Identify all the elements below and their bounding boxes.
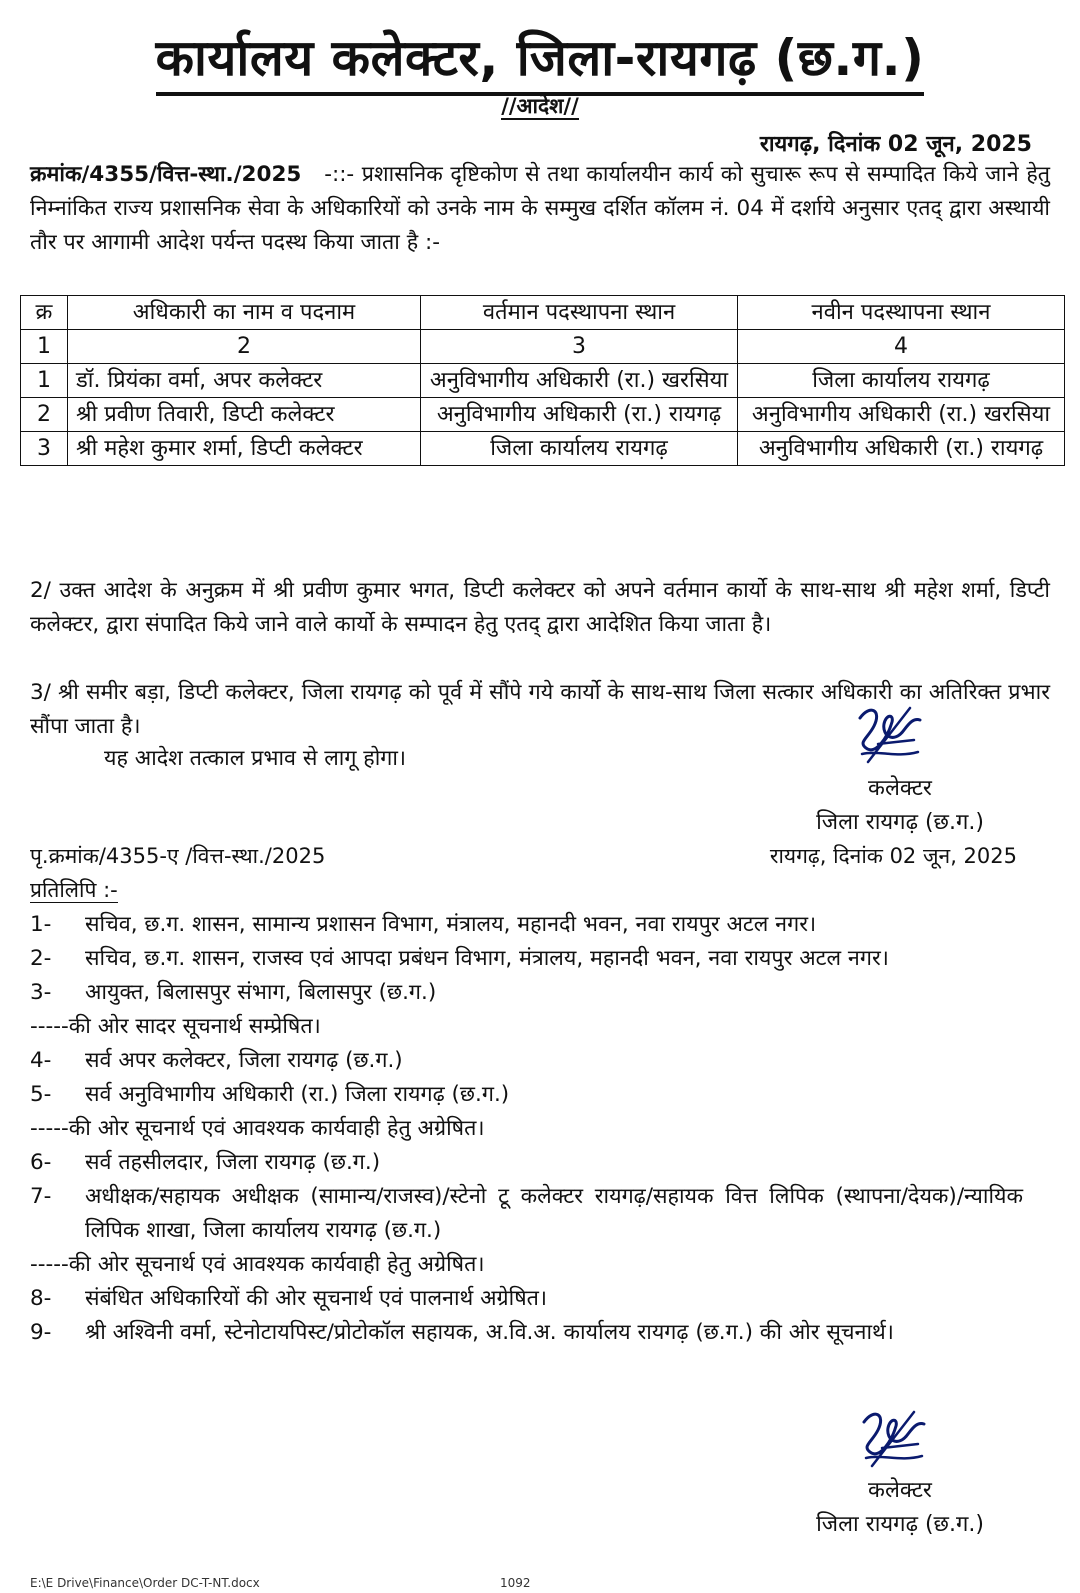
signature-icon: [848, 700, 928, 774]
current-posting: अनुविभागीय अधिकारी (रा.) रायगढ़: [421, 398, 738, 432]
list-item: 4- सर्व अपर कलेक्टर, जिला रायगढ़ (छ.ग.): [30, 1048, 403, 1073]
list-item: 7- अधीक्षक/सहायक अधीक्षक (सामान्य/राजस्व)/स्टेनो टू कलेक्टर रायगढ़/सहायक वित्त लिपिक (स्थापना/देयक)/न्यायिक लिपिक शाखा, जिला कार्यालय रायगढ़ (छ.ग.): [30, 1184, 1023, 1243]
intro-text: -::- प्रशासनिक दृष्टिकोण से तथा कार्यालयीन कार्य को सुचारू रूप से सम्पादित किये जाने हेतु निम्नांकित राज्य प्रशासनिक सेवा के अधिकारियों को उनके नाम के सम्मुख दर्शित कॉलम नं. 04 में दर्शाये अनुसार एतद् द्वारा अस्थायी तौर पर आगामी आदेश पर्यन्त पदस्थ किया जाता है :-: [30, 162, 1050, 255]
paragraph-2: 2/ उक्त आदेश के अनुक्रम में श्री प्रवीण कुमार भगत, डिप्टी कलेक्टर को अपने वर्तमान कार्यो के साथ-साथ श्री महेश शर्मा, डिप्टी कलेक्टर, द्वारा संपादित किये जाने वाले कार्यो के सम्पादन हेतु एतद् द्वारा आदेशित किया जाता है।: [30, 578, 1050, 637]
column-number: 1: [21, 330, 68, 364]
effect-line: यह आदेश तत्काल प्रभाव से लागू होगा।: [104, 746, 407, 771]
file-path: E:\E Drive\Finance\Order DC-T-NT.docx: [30, 1576, 260, 1590]
column-number: 3: [421, 330, 738, 364]
officer-name: श्री महेश कुमार शर्मा, डिप्टी कलेक्टर: [68, 432, 421, 466]
list-item: 3- आयुक्त, बिलासपुर संभाग, बिलासपुर (छ.ग.): [30, 980, 437, 1005]
endorsement-date: रायगढ़, दिनांक 02 जून, 2025: [769, 844, 1017, 868]
signatory-designation: कलेक्टर: [868, 776, 932, 801]
table-row: [21, 432, 1065, 466]
order-heading: //आदेश//: [501, 94, 579, 118]
column-number: 2: [68, 330, 421, 364]
signatory-designation: कलेक्टर: [868, 1478, 932, 1503]
column-number-row: [21, 330, 1065, 364]
posting-table: [20, 295, 1065, 466]
column-header: अधिकारी का नाम व पदनाम: [68, 296, 421, 330]
row-number: 3: [21, 432, 68, 466]
signature-icon: [852, 1402, 932, 1478]
officer-name: श्री प्रवीण तिवारी, डिप्टी कलेक्टर: [68, 398, 421, 432]
table-row: [21, 398, 1065, 432]
column-header: नवीन पदस्थापना स्थान: [738, 296, 1065, 330]
office-title: कार्यालय कलेक्टर, जिला-रायगढ़ (छ.ग.): [0, 22, 1080, 96]
new-posting: अनुविभागीय अधिकारी (रा.) खरसिया: [738, 398, 1065, 432]
signatory-block-2: [770, 1474, 1030, 1542]
signatory-district: जिला रायगढ़ (छ.ग.): [816, 1512, 984, 1537]
endorsement-number: पृ.क्रमांक/4355-ए /वित्त-स्था./2025: [30, 844, 326, 868]
row-number: 1: [21, 364, 68, 398]
table-header-row: [21, 296, 1065, 330]
paragraph-3: 3/ श्री समीर बड़ा, डिप्टी कलेक्टर, जिला रायगढ़ को पूर्व में सौंपे गये कार्यो के साथ-साथ जिला सत्कार अधिकारी का अतिरिक्त प्रभार सौंपा जाता है।: [30, 680, 1050, 739]
list-item: -----की ओर सादर सूचनार्थ सम्प्रेषित।: [30, 1014, 321, 1039]
current-posting: अनुविभागीय अधिकारी (रा.) खरसिया: [421, 364, 738, 398]
officer-name: डॉ. प्रियंका वर्मा, अपर कलेक्टर: [68, 364, 421, 398]
list-item: 2- सचिव, छ.ग. शासन, राजस्व एवं आपदा प्रबंधन विभाग, मंत्रालय, महानदी भवन, नवा रायपुर अटल नगर।: [30, 946, 889, 971]
signatory-district: जिला रायगढ़ (छ.ग.): [816, 810, 984, 835]
order-number: क्रमांक/4355/वित्त-स्था./2025: [30, 162, 302, 187]
list-item: 8- संबंधित अधिकारियों की ओर सूचनार्थ एवं पालनार्थ अग्रेषित।: [30, 1286, 548, 1311]
list-item: 9- श्री अश्विनी वर्मा, स्टेनोटायपिस्ट/प्रोटोकॉल सहायक, अ.वि.अ. कार्यालय रायगढ़ (छ.ग.) की ओर सूचनार्थ।: [30, 1320, 894, 1345]
list-item: 6- सर्व तहसीलदार, जिला रायगढ़ (छ.ग.): [30, 1150, 381, 1175]
copy-list: [30, 908, 1023, 1350]
list-item: -----की ओर सूचनार्थ एवं आवश्यक कार्यवाही हेतु अग्रेषित।: [30, 1252, 485, 1277]
intro-paragraph: [30, 158, 1050, 260]
list-item: 5- सर्व अनुविभागीय अधिकारी (रा.) जिला रायगढ़ (छ.ग.): [30, 1082, 510, 1107]
copy-heading: प्रतिलिपि :-: [30, 878, 118, 902]
signatory-block-1: [770, 772, 1030, 840]
current-posting: जिला कार्यालय रायगढ़: [421, 432, 738, 466]
table-row: [21, 364, 1065, 398]
column-header: वर्तमान पदस्थापना स्थान: [421, 296, 738, 330]
row-number: 2: [21, 398, 68, 432]
list-item: 1- सचिव, छ.ग. शासन, सामान्य प्रशासन विभाग, मंत्रालय, महानदी भवन, नवा रायपुर अटल नगर।: [30, 912, 817, 937]
new-posting: अनुविभागीय अधिकारी (रा.) रायगढ़: [738, 432, 1065, 466]
column-number: 4: [738, 330, 1065, 364]
column-header: क्र: [21, 296, 68, 330]
order-date: रायगढ़, दिनांक 02 जून, 2025: [759, 132, 1032, 157]
new-posting: जिला कार्यालय रायगढ़: [738, 364, 1065, 398]
document-number: 1092: [500, 1576, 531, 1590]
list-item: -----की ओर सूचनार्थ एवं आवश्यक कार्यवाही हेतु अग्रेषित।: [30, 1116, 485, 1141]
